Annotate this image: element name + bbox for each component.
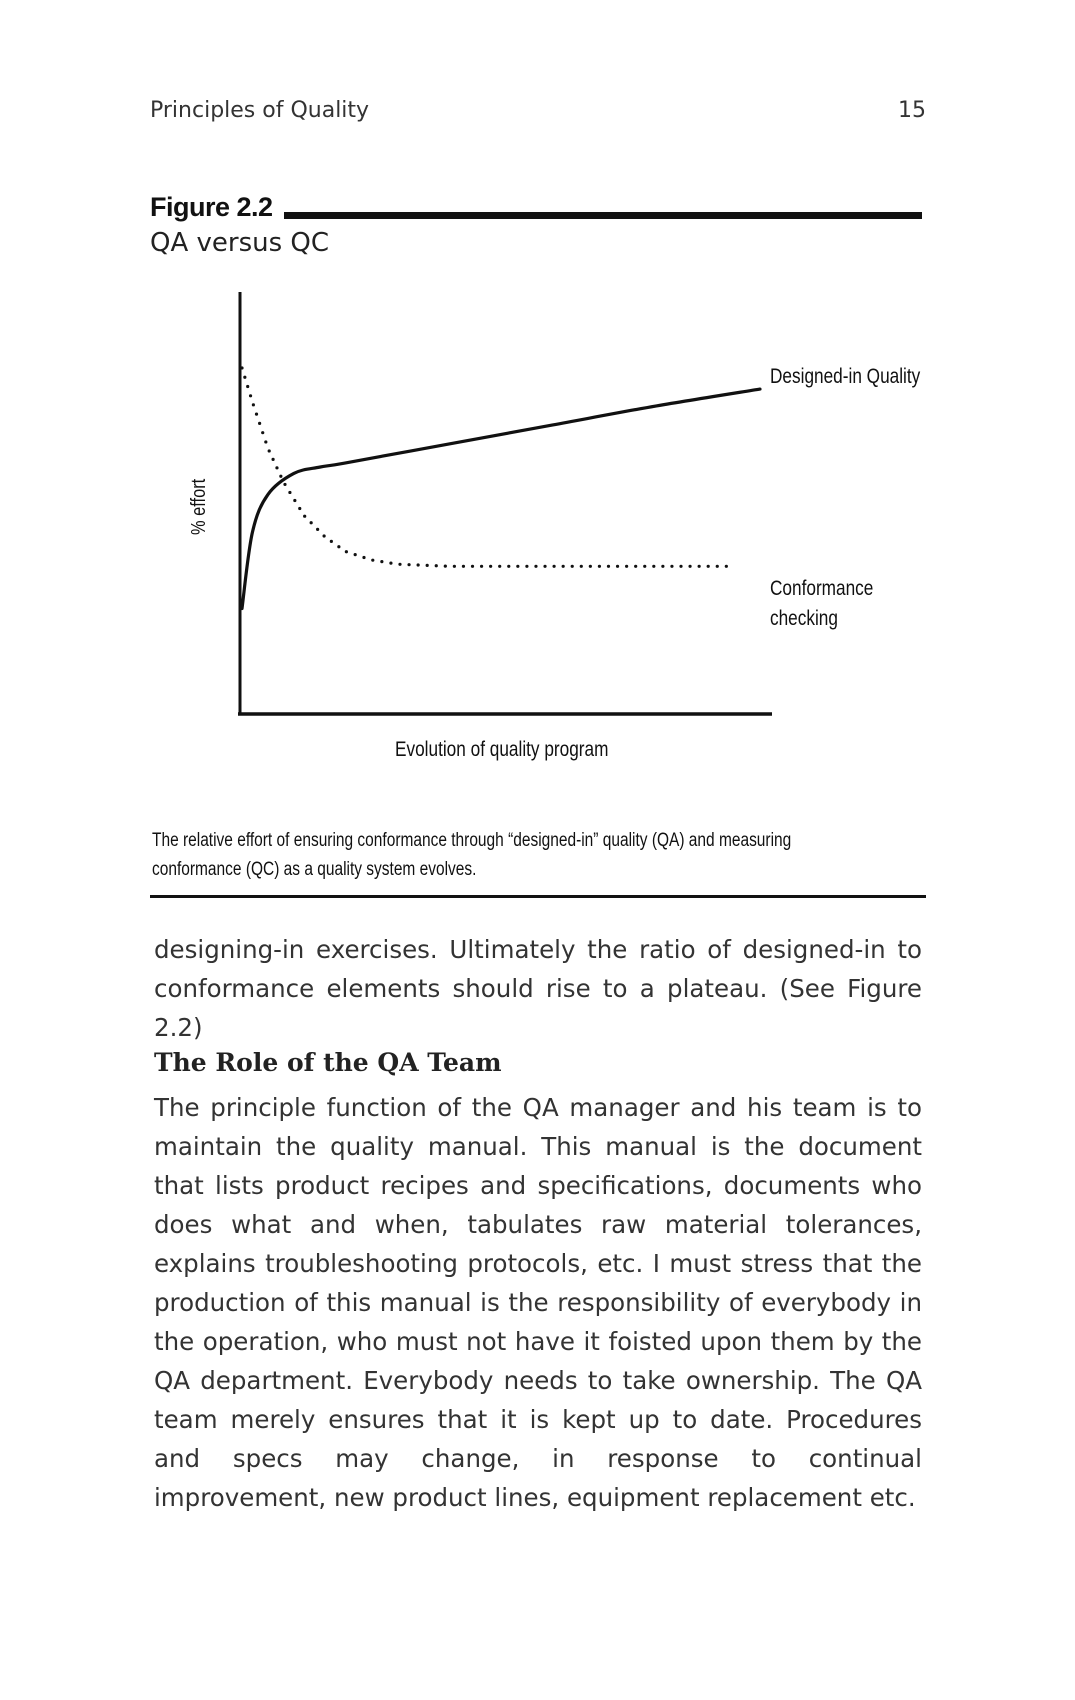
conformance-dot-43 — [525, 565, 528, 568]
conformance-dot-23 — [345, 550, 348, 553]
conformance-dot-52 — [607, 565, 610, 568]
conformance-dot-15 — [293, 499, 296, 502]
conformance-dot-51 — [598, 565, 601, 568]
figure-title-rule — [284, 212, 922, 219]
conformance-dot-2 — [246, 385, 249, 388]
conformance-dot-21 — [330, 540, 333, 543]
series-label-designed-in-quality: Designed-in Quality — [770, 365, 921, 388]
conformance-dot-13 — [283, 483, 286, 486]
conformance-dot-22 — [337, 545, 340, 548]
x-axis-label: Evolution of quality program — [395, 738, 609, 761]
conformance-dot-4 — [252, 403, 255, 406]
conformance-dot-30 — [407, 563, 410, 566]
conformance-dot-33 — [435, 564, 438, 567]
conformance-dot-20 — [323, 534, 326, 537]
conformance-dot-31 — [417, 563, 420, 566]
conformance-dot-14 — [288, 491, 291, 494]
series-label-conformance-checking: Conformance checking — [770, 577, 874, 630]
conformance-dot-47 — [562, 565, 565, 568]
figure-caption: The relative effort of ensuring conformance through “designed-in” quality (QA) and measuring conformance (QC) as a quality system evolves. — [152, 830, 792, 880]
conformance-dot-63 — [707, 565, 710, 568]
conformance-dot-28 — [389, 562, 392, 565]
conformance-dot-54 — [625, 565, 628, 568]
conformance-dot-57 — [652, 565, 655, 568]
figure-subtitle: QA versus QC — [150, 228, 330, 258]
conformance-dot-9 — [268, 449, 271, 452]
conformance-dot-12 — [279, 475, 282, 478]
conformance-dot-48 — [571, 565, 574, 568]
conformance-dot-7 — [261, 431, 264, 434]
conformance-dot-18 — [310, 521, 313, 524]
conformance-dot-17 — [303, 515, 306, 518]
conformance-dot-0 — [240, 366, 243, 369]
conformance-dot-58 — [661, 565, 664, 568]
conformance-dot-55 — [634, 565, 637, 568]
page-number: 15 — [898, 98, 926, 123]
conformance-dot-35 — [453, 565, 456, 568]
conformance-dot-36 — [462, 565, 465, 568]
conformance-dot-29 — [398, 563, 401, 566]
conformance-dot-37 — [471, 565, 474, 568]
conformance-dot-45 — [543, 565, 546, 568]
conformance-dot-8 — [264, 440, 267, 443]
conformance-dot-27 — [380, 560, 383, 563]
y-axis-label: % effort — [188, 478, 210, 535]
conformance-dot-60 — [679, 565, 682, 568]
conformance-dot-38 — [480, 565, 483, 568]
conformance-dot-1 — [243, 376, 246, 379]
conformance-dot-50 — [589, 565, 592, 568]
conformance-dot-5 — [255, 412, 258, 415]
running-title: Principles of Quality — [150, 98, 370, 123]
conformance-dot-11 — [275, 466, 278, 469]
conformance-dot-56 — [643, 565, 646, 568]
conformance-dot-16 — [298, 507, 301, 510]
conformance-dot-64 — [716, 565, 719, 568]
qa-vs-qc-chart — [150, 280, 930, 730]
conformance-dot-24 — [354, 553, 357, 556]
conformance-dot-44 — [534, 565, 537, 568]
conformance-dot-42 — [516, 565, 519, 568]
conformance-dot-10 — [271, 458, 274, 461]
conformance-dot-3 — [249, 394, 252, 397]
conformance-dot-40 — [498, 565, 501, 568]
conformance-dot-25 — [362, 556, 365, 559]
conformance-dot-39 — [489, 565, 492, 568]
conformance-dot-19 — [316, 528, 319, 531]
section-heading: The Role of the QA Team — [154, 1048, 502, 1077]
conformance-dot-46 — [552, 565, 555, 568]
paragraph-qa-team: The principle function of the QA manager and his team is to maintain the quality manual. This manual is the document that lists product recipes and specifications, documents who does what and when, tabulates raw material tolerances, explains troubleshooting protocols, etc. I must stress that the production of this manual is the responsibility of everybody in the operation, who must not have it foisted upon them by the QA department. Everybody needs to take ownership. The QA team merely ensures that it is kept up to date. Procedures and specs may change, in response to continual improvement, new product lines, equipment replacement etc. — [154, 1093, 922, 1512]
conformance-dot-61 — [688, 565, 691, 568]
conformance-dot-62 — [698, 565, 701, 568]
conformance-dot-53 — [616, 565, 619, 568]
conformance-dot-41 — [507, 565, 510, 568]
conformance-dot-6 — [258, 422, 261, 425]
conformance-dot-49 — [580, 565, 583, 568]
conformance-dot-26 — [371, 559, 374, 562]
conformance-dot-32 — [426, 564, 429, 567]
figure-label: Figure 2.2 — [150, 192, 273, 222]
paragraph-continuation: designing-in exercises. Ultimately the ratio of designed-in to conformance elements should rise to a plateau. (See Figure 2.2) — [154, 935, 922, 1042]
series-line-designed-in-quality — [242, 389, 760, 608]
caption-rule — [150, 895, 926, 898]
conformance-dot-59 — [670, 565, 673, 568]
conformance-dot-34 — [444, 565, 447, 568]
conformance-dot-65 — [725, 565, 728, 568]
